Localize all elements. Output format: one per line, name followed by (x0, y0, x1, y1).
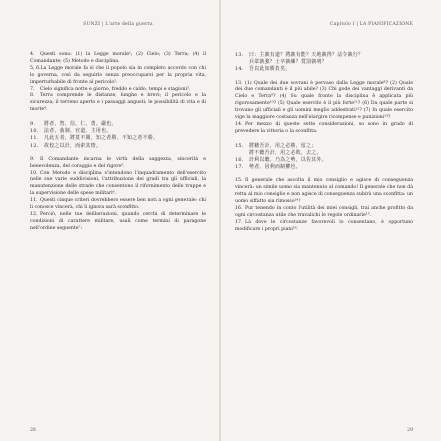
verse-text: Questi sono: (1) la Legge morale¹; (2) Cielo; (3) Terra; (4) il Comandante; (5) Metodo e disciplina. (30, 52, 206, 64)
verse-number: 16. (235, 157, 244, 164)
chinese-verse (235, 150, 413, 157)
verse-number: 12. (30, 212, 38, 217)
italian-paragraph (30, 157, 206, 171)
verse-text: 將聽吾計，用之必勝，留之； (249, 142, 317, 149)
verse-text: Con Metodo e disciplina s'intendono l'inquadramento dell'esercito nelle sue varie suddivisioni, l'attribuzione dei gradi tra gli ufficiali, la manutenzione delle strade che consentono il rifornimento delle truppe e la supervisione delle spese militari⁶. (30, 170, 206, 197)
chinese-verse (235, 143, 413, 150)
verse-number: 11. (30, 135, 39, 142)
chinese-verse (235, 164, 413, 171)
verse-number: 14. (235, 121, 243, 127)
verse-number: 7. (30, 86, 35, 92)
italian-paragraph (30, 66, 206, 87)
right-page (221, 0, 441, 441)
running-head-right: Capitolo I | LA PIANIFICAZIONE (329, 22, 413, 27)
verse-text: 故校之以計，而索其情。 (44, 142, 102, 149)
verse-text: 計利以聽，乃為之勢，以佐其外。 (249, 157, 327, 164)
verse-text: Il generale che ascolta il mio consiglio e agisce di conseguenza vincerà: un simile uomo sia mantenuto al comando! Il generale che non dà retta al mio consiglio e non agisce di conseguenza subirà una sconfitta: un uomo siffatto sia rimosso¹⁴! (235, 178, 413, 205)
verse-text: 將不聽吾計，用之必敗，去之。 (249, 149, 322, 156)
verse-number: 17. (235, 164, 244, 171)
verse-number: 9. (30, 121, 36, 128)
verse-number: 17. (235, 219, 243, 225)
italian-paragraph (235, 122, 413, 136)
paragraph-spacer (30, 114, 206, 121)
italian-paragraph (235, 220, 413, 234)
verse-number: 14. (235, 66, 244, 73)
verse-text: Cielo significa notte e giorno, freddo e caldo, tempi e stagioni³. (40, 86, 191, 92)
chinese-verse (30, 135, 206, 142)
italian-paragraph (30, 198, 206, 212)
chinese-verse (30, 143, 206, 150)
left-page-body (30, 52, 206, 233)
paragraph-spacer (30, 150, 206, 157)
chinese-verse (235, 66, 413, 73)
italian-paragraph (30, 171, 206, 199)
italian-paragraph (30, 212, 206, 233)
page-number-left: 28 (30, 428, 36, 433)
verse-number: 10. (30, 128, 39, 135)
italian-paragraph (30, 52, 206, 66)
verse-text: 將者，智、信、仁、勇、嚴也。 (44, 121, 117, 128)
verse-text: Perciò, nelle tue deliberazioni, quando cerchi di determinare le condizioni di carattere militare, usali come termini di paragone nell'ordine seguente⁷: (30, 212, 206, 231)
verse-number: 10. (30, 170, 38, 176)
paragraph-spacer (235, 74, 413, 81)
verse-text: Pur tenendo in conto l'utilità dei miei consigli, trai anche profitto da ogni circostanza utile che travalichi le regole ordinarie¹⁵. (235, 205, 413, 218)
verse-text: Per mezzo di queste sette considerazioni, so sono in grado di prevedere la vittoria o la sconfitta. (235, 121, 413, 134)
verse-text: 曰：主孰有道？將孰有能？天地孰得？法令孰行？ (249, 52, 364, 58)
italian-paragraph (235, 81, 413, 122)
verse-text: Là dove le circostanze favorevoli lo consentano, è opportuno modificare i propri piani¹⁶. (235, 219, 413, 232)
left-page (0, 0, 220, 441)
page-number-right: 29 (407, 428, 413, 433)
verse-text: La Legge morale fa sì che il popolo sia in completo accordo con chi lo governa, così da seguirlo senza preoccuparsi per la propria vita, imperturbabile di fronte al pericolo². (30, 65, 206, 85)
verse-number: 8. (30, 93, 35, 99)
right-page-body (235, 52, 413, 234)
verse-number: 4. (30, 52, 35, 57)
verse-number: 16. (235, 205, 243, 211)
verse-number: 15. (235, 142, 244, 149)
italian-paragraph (235, 178, 413, 206)
verse-text: 法者，曲制、官道、主用也。 (44, 128, 112, 135)
verse-number: 13. (235, 52, 244, 58)
verse-number: 13. (235, 80, 243, 86)
verse-number: 12. (30, 142, 39, 149)
verse-number: 9. (30, 156, 35, 162)
verse-number: 11. (30, 198, 38, 204)
running-head-left: SUNZI | L'arte della guerra (83, 22, 153, 27)
verse-text: Questi cinque criteri dovrebbero essere ben noti a ogni generale: chi li conosce vincerà, chi li ignora sarà sconfitto. (30, 198, 206, 211)
italian-paragraph (235, 206, 413, 220)
verse-text: 凡此五者，將莫不聞，知之者勝，不知之者不勝。 (44, 135, 159, 142)
verse-text: Il Comandante incarna le virtù della saggezza, sincerità e benevolenza, del coraggio e del rigore⁵. (30, 156, 206, 169)
italian-paragraph (30, 93, 206, 114)
verse-text: 勢者，因利而制權也。 (249, 164, 301, 171)
verse-text: Terra comprende le distanze, lunghe e brevi; il pericolo e la sicurezza; il terreno aperto e i passaggi angusti; le possibilità di vita e di morte⁴. (30, 93, 206, 113)
verse-text: 兵眾孰強？士卒孰練？賞罰孰明？ (249, 59, 327, 66)
verse-number: 5, 6. (30, 65, 41, 71)
verse-number: 15. (235, 178, 243, 184)
paragraph-spacer (235, 136, 413, 143)
verse-text: 吾以此知勝負矣。 (249, 66, 291, 73)
verse-text: (1) Quale dei due sovrani è pervaso dalla Legge morale⁸? (2) Quale dei due comandanti è il più abile? (3) Chi gode dei vantaggi derivanti da Cielo e Terra⁹? (4) Su quale fronte la disciplina è applicata più rigorosamente¹⁰? (5) Quale esercito è il più forte¹¹? (6) Da quale parte si trovano gli ufficiali e gli uomini meglio addestrati¹²? (7) In quale esercito vige la maggiore costanza nell'elargire ricompense e punizioni¹³? (235, 80, 413, 121)
